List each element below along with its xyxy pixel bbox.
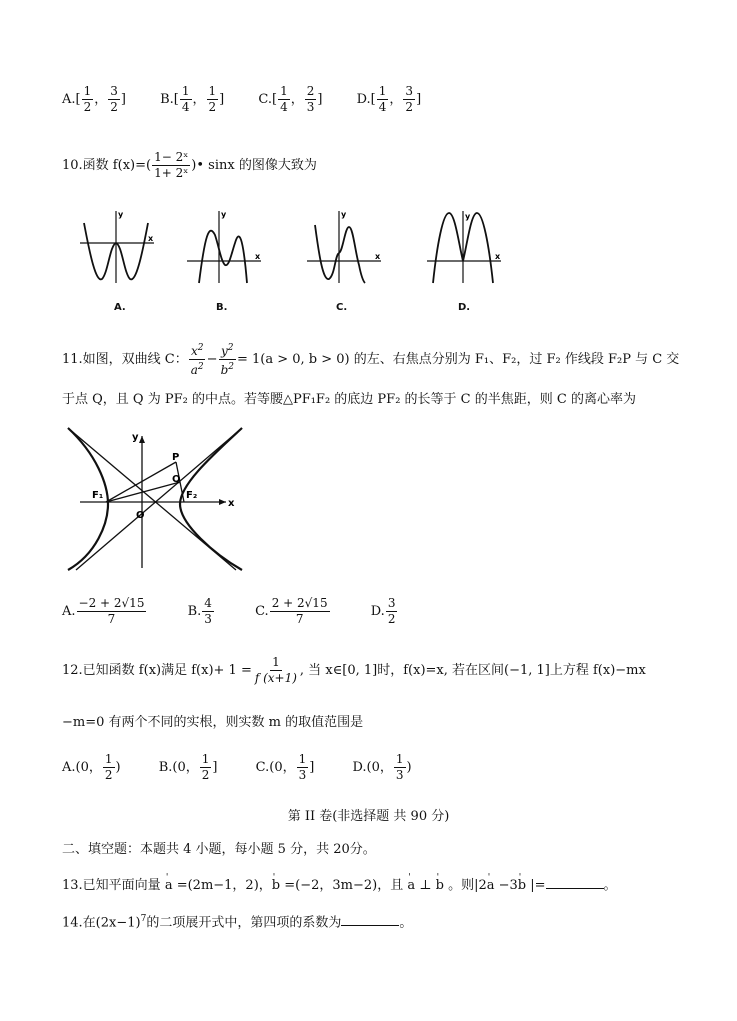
q10-graph-d <box>425 205 505 285</box>
q13-answer-blank <box>546 876 604 889</box>
q12-option-a: A.(0， $\frac{1}{2}$ ) <box>62 752 121 782</box>
q11-option-b: B. $\frac{4}{3}$ <box>187 596 212 626</box>
q11-option-d: D. $\frac{3}{2}$ <box>370 596 396 626</box>
svg-text:y: y <box>118 210 124 219</box>
q11-stem-line1: 11.如图，双曲线 C： $\frac{x^2}{a^2}$ − $\frac{y^2}{b^2}$ = 1(a > 0, b > 0) 的左、右焦点分别为 F₁、F₂，过 F₂ 作线段 F₂P 与 C 交 <box>62 343 680 377</box>
q10-graph-c <box>305 205 385 285</box>
q12-option-b: B.(0， $\frac{1}{2}$ ] <box>158 752 218 782</box>
svg-text:x: x <box>375 252 381 261</box>
q10-caption-c: C. <box>336 302 348 313</box>
svg-text:x: x <box>495 252 501 261</box>
q9-option-a: A.[ $\frac{1}{2}$ ， $\frac{3}{2}$ ] <box>62 84 126 114</box>
q10-graph-a <box>78 205 158 285</box>
svg-text:y: y <box>341 210 347 219</box>
q9-option-b: B.[ $\frac{1}{4}$ ， $\frac{1}{2}$ ] <box>160 84 225 114</box>
q9-options <box>62 84 451 115</box>
fig-label-y: y <box>132 432 139 443</box>
svg-text:y: y <box>221 210 227 219</box>
svg-text:x: x <box>255 252 261 261</box>
q13-stem: 13.已知平面向量 ' a =(2m−1，2)，' b =(−2，3m−2)，且 ' a ⊥ ' b 。则|2' a −3' b |= 。 <box>62 876 617 895</box>
svg-text:y: y <box>465 212 471 221</box>
fig-label-q: Q <box>172 474 181 485</box>
q12-options <box>62 752 442 783</box>
q14-answer-blank <box>341 913 399 926</box>
q10-graph-b <box>185 205 265 285</box>
q14-stem: 14.在$(2x-1)^7$的二项展开式中，第四项的系数为 。 <box>62 914 413 931</box>
q11-option-c: C. $\frac{2 + 2√15}{7}$ <box>255 596 328 626</box>
q11-hyperbola-figure <box>66 424 246 574</box>
q12-option-d: D.(0， $\frac{1}{3}$ ) <box>352 752 412 782</box>
q10-caption-d: D. <box>458 302 471 313</box>
q12-option-c: C.(0， $\frac{1}{3}$ ] <box>255 752 315 782</box>
q10-caption-b: B. <box>216 302 228 313</box>
fill-in-intro: 二、填空题：本题共 4 小题，每小题 5 分，共 20分。 <box>62 842 376 857</box>
svg-text:x: x <box>148 234 154 243</box>
fig-label-f2: F₂ <box>186 490 198 501</box>
q12-stem-line1: 12.已知函数 f(x)满足 f(x)+ 1 = $\frac{1}{f (x+1)}$ , 当 x∈[0, 1]时，f(x)=x, 若在区间(−1, 1]上方程 f(x)−mx <box>62 655 646 685</box>
fig-label-p: P <box>172 452 180 463</box>
q12-stem-line2: −m=0 有两个不同的实根，则实数 m 的取值范围是 <box>62 715 364 730</box>
section-2-heading: 第 II 卷(非选择题 共 90 分) <box>287 809 450 824</box>
q10-caption-a: A. <box>114 302 126 313</box>
q11-option-a: A. $\frac{-2 + 2√15}{7}$ <box>62 596 145 626</box>
fig-label-f1: F₁ <box>92 490 104 501</box>
q11-options <box>62 596 428 627</box>
q9-option-c: C.[ $\frac{1}{4}$ ， $\frac{2}{3}$ ] <box>258 84 323 114</box>
fig-label-o: O <box>136 510 145 521</box>
q10-stem: 10.函数 f(x)=( $\frac{\text{1− 2ˣ}}{\text{1+ 2ˣ}}$ )• sinx 的图像大致为 <box>62 150 317 180</box>
fig-label-x: x <box>228 498 235 509</box>
q11-stem-line2: 于点 Q，且 Q 为 PF₂ 的中点。若等腰△PF₁F₂ 的底边 PF₂ 的长等于 C 的半焦距，则 C 的离心率为 <box>62 392 636 407</box>
q9-option-d: D.[ $\frac{1}{4}$ ， $\frac{3}{2}$ ] <box>356 84 422 114</box>
